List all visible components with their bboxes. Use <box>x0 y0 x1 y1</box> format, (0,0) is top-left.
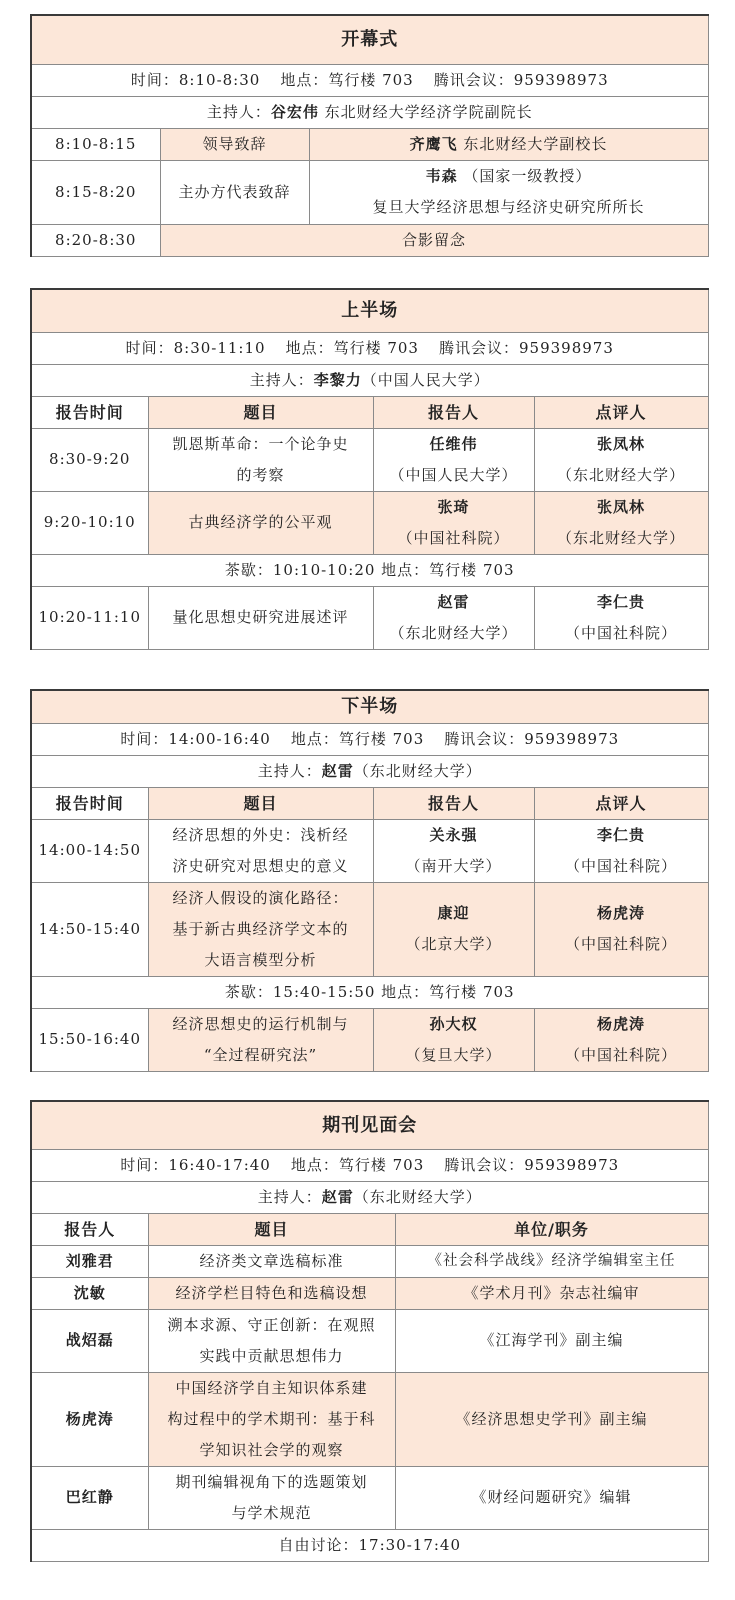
row-topic: 经济思想史的运行机制与 “全过程研究法” <box>148 1008 373 1071</box>
row-time: 14:00-14:50 <box>31 819 148 882</box>
row-speaker <box>309 160 708 224</box>
tea-break: 茶歇：15:40-15:50 地点：笃行楼 703 <box>31 976 708 1008</box>
header-topic: 题目 <box>148 396 373 428</box>
row-topic: 经济学栏目特色和选稿设想 <box>148 1277 395 1309</box>
row-discussant: 李仁贵 （中国社科院） <box>534 586 708 649</box>
session-time: 时间：16:40-17:40 <box>120 1155 271 1174</box>
speaker-affiliation: 复旦大学经济思想与经济史研究所所长 <box>372 198 645 216</box>
row-time: 8:30-9:20 <box>31 428 148 491</box>
row-item: 领导致辞 <box>160 128 309 160</box>
section-title: 期刊见面会 <box>31 1101 708 1149</box>
session-host <box>31 755 708 787</box>
table-row <box>31 586 708 649</box>
session-place: 地点：笃行楼 703 <box>290 1155 425 1174</box>
row-discussant: 杨虎涛 （中国社科院） <box>534 882 708 976</box>
table-row <box>31 1466 708 1529</box>
section-title: 上半场 <box>31 289 708 332</box>
session-info <box>31 332 708 364</box>
host-org: （中国人民大学） <box>361 370 490 389</box>
host-label: 主持人： <box>249 370 314 389</box>
row-discussant: 杨虎涛 （中国社科院） <box>534 1008 708 1071</box>
header-speaker: 报告人 <box>373 787 534 819</box>
host-name: 李黎力 <box>313 370 362 389</box>
row-time: 14:50-15:40 <box>31 882 148 976</box>
table-row <box>31 1372 708 1466</box>
row-discussant: 张凤林 （东北财经大学） <box>534 428 708 491</box>
row-discussant: 李仁贵 （中国社科院） <box>534 819 708 882</box>
tencent-meeting-id: 腾讯会议：959398973 <box>438 338 614 357</box>
table-row <box>31 128 708 160</box>
session-place: 地点：笃行楼 703 <box>280 70 414 89</box>
table-row <box>31 224 708 256</box>
row-time: 9:20-10:10 <box>31 491 148 554</box>
row-speaker: 沈敏 <box>31 1277 148 1309</box>
host-name: 赵雷 <box>321 761 354 780</box>
session-info <box>31 1149 708 1181</box>
row-role: 《经济思想史学刊》副主编 <box>395 1372 708 1466</box>
row-topic: 经济类文章选稿标准 <box>148 1245 395 1277</box>
speaker-name: 韦森 <box>425 167 458 185</box>
speaker-name: 齐鹰飞 <box>409 134 458 153</box>
header-speaker: 报告人 <box>373 396 534 428</box>
tea-break: 茶歇：10:10-10:20 地点：笃行楼 703 <box>31 554 708 586</box>
session-host <box>31 96 708 128</box>
row-speaker: 关永强 （南开大学） <box>373 819 534 882</box>
header-discussant: 点评人 <box>534 396 708 428</box>
session-host <box>31 364 708 396</box>
header-topic: 题目 <box>148 1213 395 1245</box>
table-row <box>31 160 708 224</box>
host-org: （东北财经大学） <box>353 761 482 780</box>
row-role: 《江海学刊》副主编 <box>395 1309 708 1372</box>
row-speaker: 赵雷 （东北财经大学） <box>373 586 534 649</box>
header-row <box>31 787 708 819</box>
session-place: 地点：笃行楼 703 <box>290 729 425 748</box>
row-topic: 溯本求源、守正创新：在观照 实践中贡献思想伟力 <box>148 1309 395 1372</box>
row-role: 《社会科学战线》经济学编辑室主任 <box>395 1245 708 1277</box>
session-info <box>31 723 708 755</box>
session-info <box>31 64 708 96</box>
table-row <box>31 1245 708 1277</box>
header-role: 单位/职务 <box>395 1213 708 1245</box>
section-title: 下半场 <box>31 690 708 723</box>
session-time: 时间：8:10-8:30 <box>130 70 261 89</box>
row-speaker: 任维伟 （中国人民大学） <box>373 428 534 491</box>
header-row <box>31 1213 708 1245</box>
row-role: 《财经问题研究》编辑 <box>395 1466 708 1529</box>
header-topic: 题目 <box>148 787 373 819</box>
host-name: 赵雷 <box>321 1187 354 1206</box>
header-time: 报告时间 <box>31 787 148 819</box>
row-topic: 经济思想的外史：浅析经 济史研究对思想史的意义 <box>148 819 373 882</box>
journal-meeting-table <box>30 1100 709 1562</box>
section-title: 开幕式 <box>31 15 708 64</box>
row-speaker: 巴红静 <box>31 1466 148 1529</box>
header-speaker: 报告人 <box>31 1213 148 1245</box>
second-half-table <box>30 689 709 1072</box>
row-speaker <box>309 128 708 160</box>
table-row <box>31 491 708 554</box>
row-topic: 期刊编辑视角下的选题策划 与学术规范 <box>148 1466 395 1529</box>
row-speaker: 战炤磊 <box>31 1309 148 1372</box>
row-topic: 凯恩斯革命：一个论争史 的考察 <box>148 428 373 491</box>
row-role: 《学术月刊》杂志社编审 <box>395 1277 708 1309</box>
speaker-detail: （国家一级教授） <box>457 167 592 185</box>
row-time: 15:50-16:40 <box>31 1008 148 1071</box>
row-time: 8:20-8:30 <box>31 224 160 256</box>
row-speaker: 刘雅君 <box>31 1245 148 1277</box>
row-speaker: 康迎 （北京大学） <box>373 882 534 976</box>
tencent-meeting-id: 腾讯会议：959398973 <box>433 70 609 89</box>
header-discussant: 点评人 <box>534 787 708 819</box>
row-topic: 量化思想史研究进展述评 <box>148 586 373 649</box>
table-row <box>31 1309 708 1372</box>
row-time: 8:15-8:20 <box>31 160 160 224</box>
row-speaker: 张琦 （中国社科院） <box>373 491 534 554</box>
table-row <box>31 1277 708 1309</box>
table-row <box>31 819 708 882</box>
session-host <box>31 1181 708 1213</box>
table-row <box>31 882 708 976</box>
first-half-table <box>30 288 709 650</box>
tencent-meeting-id: 腾讯会议：959398973 <box>444 729 620 748</box>
host-title: 东北财经大学经济学院副院长 <box>318 102 533 121</box>
session-time: 时间：14:00-16:40 <box>120 729 271 748</box>
row-time: 8:10-8:15 <box>31 128 160 160</box>
host-label: 主持人： <box>257 1187 322 1206</box>
host-label: 主持人： <box>206 102 271 121</box>
table-row <box>31 428 708 491</box>
row-speaker: 孙大权 （复旦大学） <box>373 1008 534 1071</box>
free-discussion: 自由讨论：17:30-17:40 <box>31 1529 708 1561</box>
table-row <box>31 1008 708 1071</box>
host-org: （东北财经大学） <box>353 1187 482 1206</box>
header-time: 报告时间 <box>31 396 148 428</box>
host-label: 主持人： <box>257 761 322 780</box>
header-row <box>31 396 708 428</box>
session-time: 时间：8:30-11:10 <box>125 338 266 357</box>
opening-ceremony-table <box>30 14 709 257</box>
row-time: 10:20-11:10 <box>31 586 148 649</box>
row-speaker: 杨虎涛 <box>31 1372 148 1466</box>
host-name: 谷宏伟 <box>270 102 319 121</box>
row-item: 合影留念 <box>160 224 708 256</box>
row-item: 主办方代表致辞 <box>160 160 309 224</box>
row-topic: 古典经济学的公平观 <box>148 491 373 554</box>
row-topic: 中国经济学自主知识体系建 构过程中的学术期刊：基于科 学知识社会学的观察 <box>148 1372 395 1466</box>
session-place: 地点：笃行楼 703 <box>285 338 419 357</box>
speaker-detail: 东北财经大学副校长 <box>457 134 608 153</box>
tencent-meeting-id: 腾讯会议：959398973 <box>444 1155 620 1174</box>
row-discussant: 张凤林 （东北财经大学） <box>534 491 708 554</box>
row-topic: 经济人假设的演化路径： 基于新古典经济学文本的 大语言模型分析 <box>148 882 373 976</box>
